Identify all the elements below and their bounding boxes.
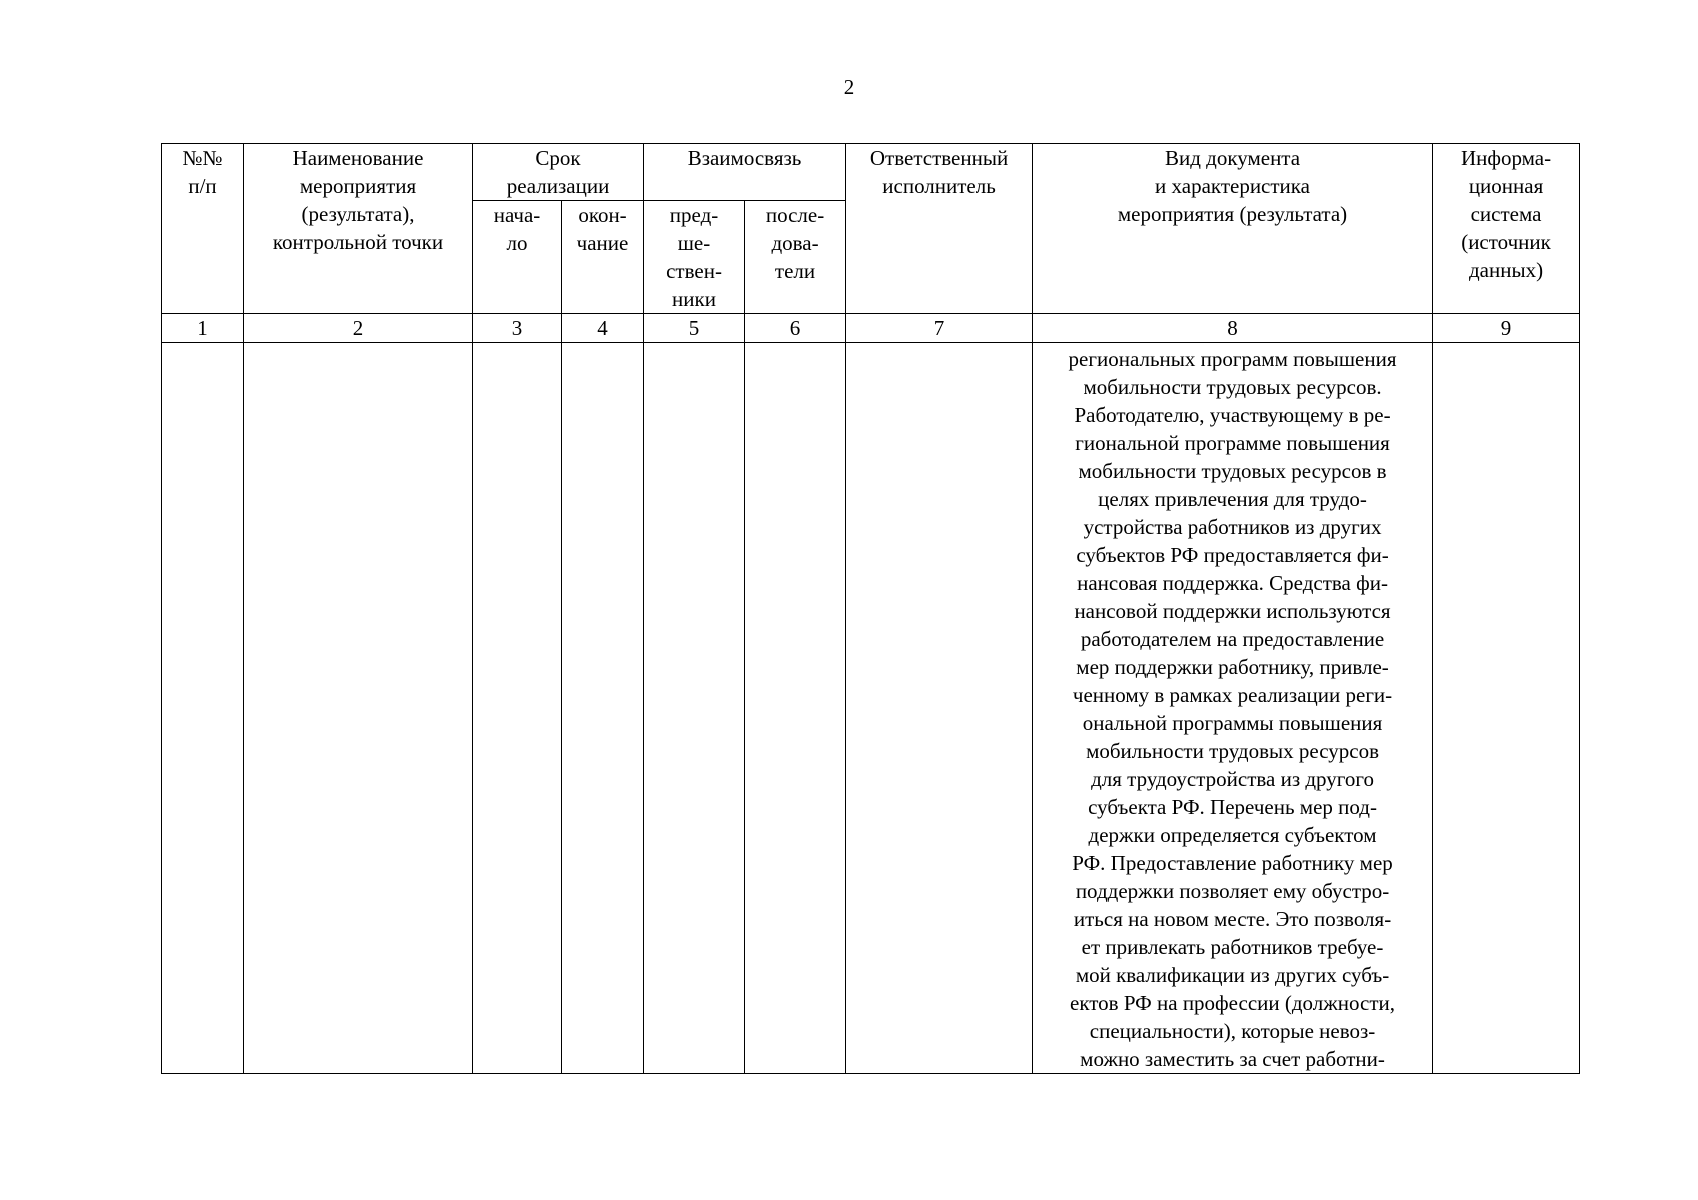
- doc-type-line: ектов РФ на профессии (должности,: [1070, 991, 1396, 1015]
- cell-relation-next: [745, 343, 846, 1074]
- doc-type-line: иться на новом месте. Это позволя-: [1073, 907, 1392, 931]
- column-index-2: 2: [244, 314, 473, 343]
- doc-type-line: мой квалификации из других субъ-: [1075, 963, 1390, 987]
- table-row: [162, 343, 1580, 1074]
- column-index-5: 5: [644, 314, 745, 343]
- header-term-start: нача- ло: [473, 201, 562, 314]
- doc-type-line: мер поддержки работнику, привле-: [1076, 655, 1389, 679]
- activities-table: [161, 143, 1580, 1074]
- doc-type-line: ональной программы повышения: [1082, 711, 1383, 735]
- header-term: Срок реализации: [473, 144, 644, 201]
- doc-type-line: мобильности трудовых ресурсов в: [1078, 459, 1387, 483]
- column-index-1: 1: [162, 314, 244, 343]
- doc-type-line: работодателем на предоставление: [1080, 627, 1385, 651]
- doc-type-line: ет привлекать работников требуе-: [1081, 935, 1384, 959]
- header-row: [162, 144, 1580, 201]
- header-number: №№ п/п: [162, 144, 244, 314]
- doc-type-line: ченному в рамках реализации реги-: [1072, 683, 1393, 707]
- cell-relation-prev: [644, 343, 745, 1074]
- doc-type-line: для трудоустройства из другого: [1091, 767, 1374, 791]
- doc-type-line: нансовой поддержки используются: [1074, 599, 1391, 623]
- doc-type-line: нансовая поддержка. Средства фи-: [1077, 571, 1388, 595]
- header-info-system: Информа- ционная система (источник данных): [1433, 144, 1580, 314]
- doc-type-line: мобильности трудовых ресурсов.: [1083, 375, 1382, 399]
- cell-number: [162, 343, 244, 1074]
- doc-type-line: специальности), которые невоз-: [1089, 1019, 1376, 1043]
- doc-type-line: региональных программ повышения: [1068, 347, 1397, 371]
- column-index-9: 9: [1433, 314, 1580, 343]
- column-index-row: [162, 314, 1580, 343]
- doc-type-line: держки определяется субъектом: [1088, 823, 1377, 847]
- page-number: 2: [843, 75, 855, 99]
- header-name: Наименование мероприятия (результата), контрольной точки: [244, 144, 473, 314]
- column-index-6: 6: [745, 314, 846, 343]
- cell-info-system: [1433, 343, 1580, 1074]
- doc-type-line: можно заместить за счет работни-: [1080, 1047, 1385, 1071]
- column-index-3: 3: [473, 314, 562, 343]
- cell-doc-type: [1033, 343, 1433, 1074]
- doc-type-text: [1035, 343, 1430, 1073]
- cell-name: [244, 343, 473, 1074]
- header-relation: Взаимосвязь: [644, 144, 846, 201]
- header-relation-next: после- дова- тели: [745, 201, 846, 314]
- doc-type-line: субъектов РФ предоставляется фи-: [1076, 543, 1389, 567]
- cell-term-start: [473, 343, 562, 1074]
- cell-responsible: [846, 343, 1033, 1074]
- header-relation-prev: пред- ше- ствен- ники: [644, 201, 745, 314]
- doc-type-line: субъекта РФ. Перечень мер под-: [1088, 795, 1377, 819]
- doc-type-line: целях привлечения для трудо-: [1098, 487, 1367, 511]
- column-index-8: 8: [1033, 314, 1433, 343]
- doc-type-line: РФ. Предоставление работнику мер: [1072, 851, 1393, 875]
- column-index-7: 7: [846, 314, 1033, 343]
- doc-type-line: устройства работников из других: [1083, 515, 1382, 539]
- cell-term-end: [562, 343, 644, 1074]
- header-term-end: окон- чание: [562, 201, 644, 314]
- doc-type-line: Работодателю, участвующему в ре-: [1074, 403, 1391, 427]
- header-responsible: Ответственный исполнитель: [846, 144, 1033, 314]
- doc-type-line: поддержки позволяет ему обустро-: [1075, 879, 1390, 903]
- doc-type-line: мобильности трудовых ресурсов: [1086, 739, 1379, 763]
- doc-type-line: гиональной программе повышения: [1075, 431, 1390, 455]
- column-index-4: 4: [562, 314, 644, 343]
- header-doc-type: Вид документа и характеристика мероприятия (результата): [1033, 144, 1433, 314]
